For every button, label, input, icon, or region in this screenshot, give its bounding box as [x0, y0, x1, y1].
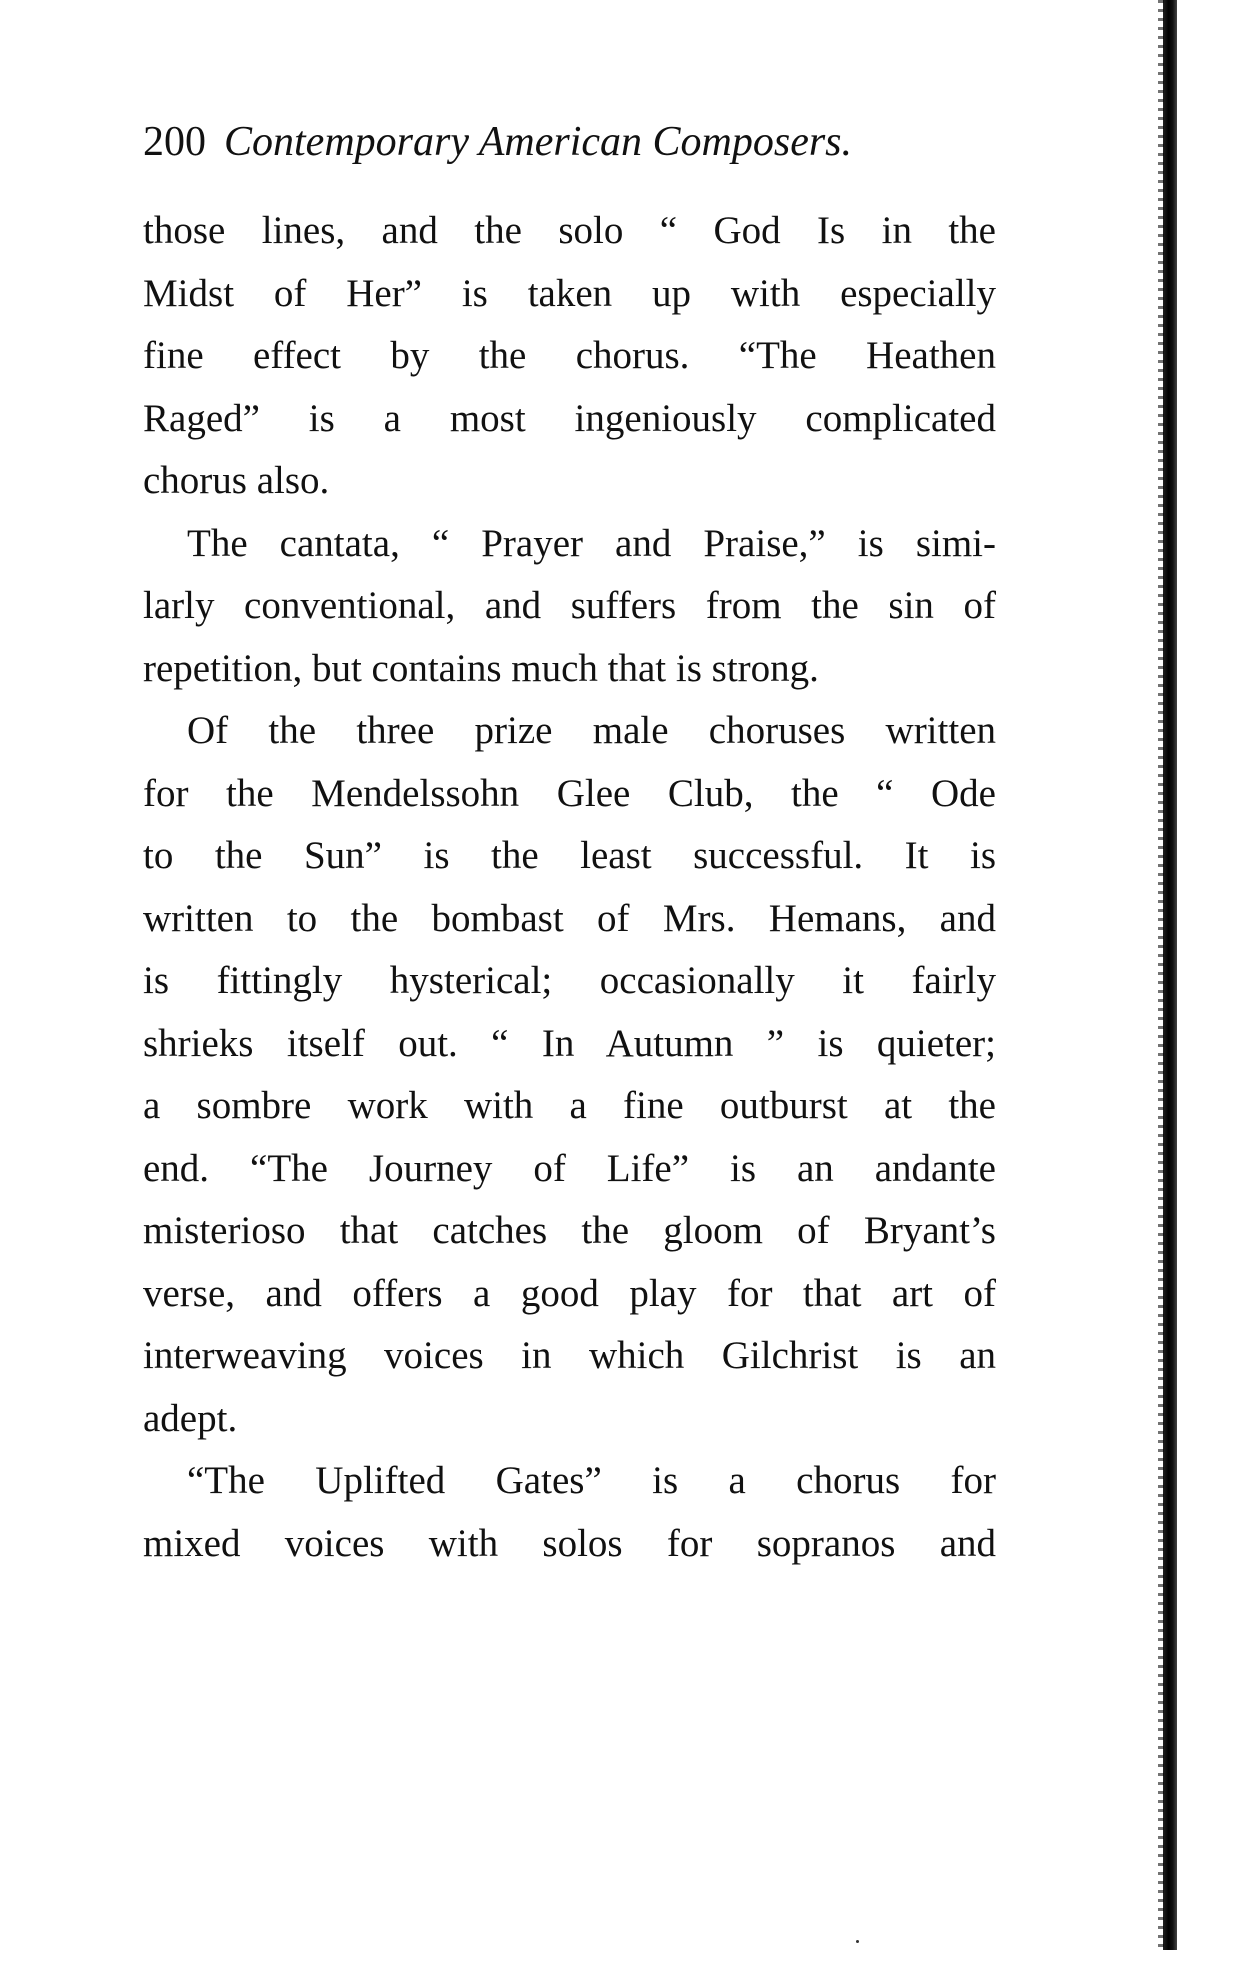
text-line: Raged” is a most ingeniously complicated [143, 396, 996, 440]
text-line: mixed voices with solos for sopranos and [143, 1521, 996, 1565]
text-line: end. “The Journey of Life” is an andante [143, 1146, 996, 1190]
text-line: misterioso that catches the gloom of Bryant’s [143, 1209, 996, 1252]
text-line: larly conventional, and suffers from the sin of [143, 584, 996, 627]
text-line: fine effect by the chorus. “The Heathen [143, 334, 996, 377]
text-line: chorus also. [143, 459, 330, 502]
scan-speck [856, 1940, 859, 1943]
text-line: those lines, and the solo “ God Is in the [143, 209, 996, 252]
page-number: 200 [143, 119, 206, 165]
text-line: adept. [143, 1396, 238, 1440]
text-line: written to the bombast of Mrs. Hemans, and [143, 896, 996, 940]
text-line: Of the three prize male choruses written [187, 709, 996, 752]
text-line: for the Mendelssohn Glee Club, the “ Ode [143, 771, 996, 815]
text-line: The cantata, “ Prayer and Praise,” is simi- [187, 521, 996, 565]
text-line: interweaving voices in which Gilchrist is an [143, 1334, 996, 1377]
text-line: verse, and offers a good play for that art of [143, 1271, 996, 1315]
page-binding-edge [1163, 0, 1177, 1950]
running-head [143, 112, 852, 172]
text-line: Midst of Her” is taken up with especially [143, 271, 996, 315]
text-line: “The Uplifted Gates” is a chorus for [187, 1459, 996, 1502]
page-binding-shadow [1158, 0, 1164, 1950]
text-line: a sombre work with a fine outburst at the [143, 1084, 996, 1127]
text-line: is fittingly hysterical; occasionally it fairly [143, 959, 996, 1002]
text-line: to the Sun” is the least successful. It is [143, 834, 996, 877]
body-text [143, 200, 996, 1575]
text-line: repetition, but contains much that is strong. [143, 646, 819, 690]
running-title: Contemporary American Composers. [224, 119, 853, 165]
text-line: shrieks itself out. “ In Autumn ” is quieter; [143, 1021, 996, 1065]
